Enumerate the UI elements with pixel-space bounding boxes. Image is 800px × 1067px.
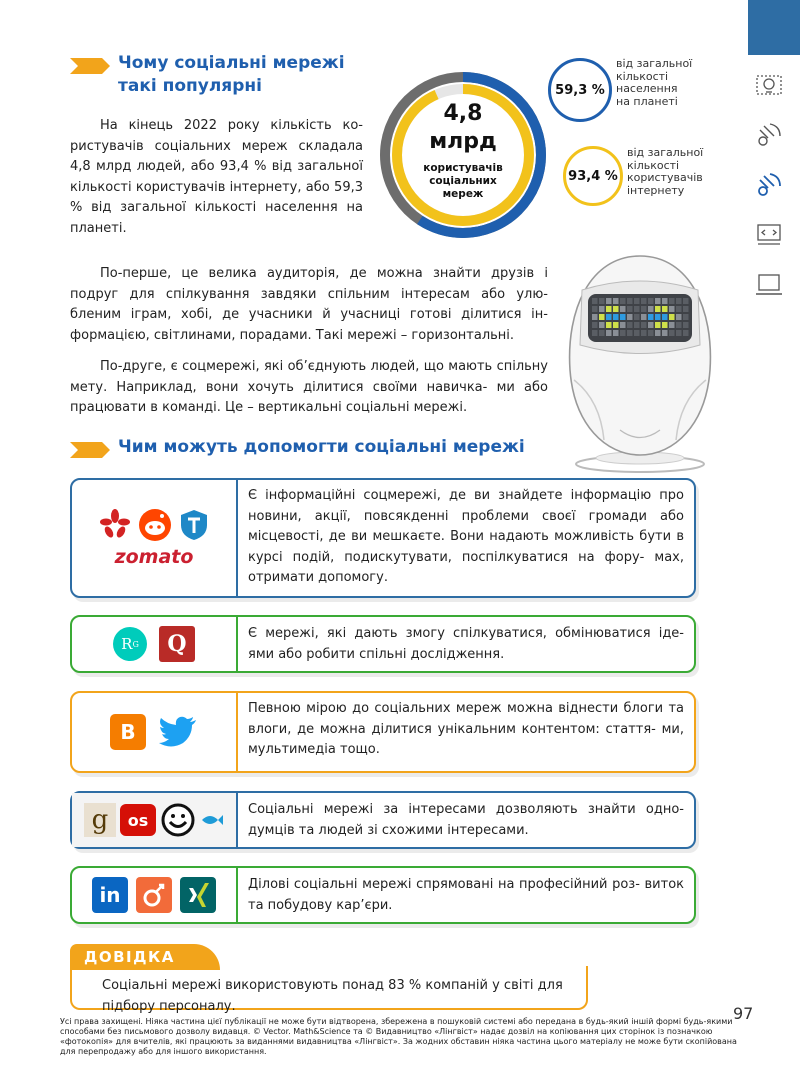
goodreads-icon: g [84, 803, 116, 837]
arrow-flag-icon [70, 58, 110, 74]
lastfm-icon: os [120, 804, 156, 836]
robot-illustration [560, 250, 720, 475]
card-logos [72, 617, 238, 671]
section-title-line1: Чому соціальні мережі [118, 53, 345, 73]
card-logos [72, 480, 238, 596]
fish-icon [200, 810, 224, 830]
card-text-business: Ділові соціальні мережі спрямовані на професійний роз- виток та побудову кар’єри. [248, 877, 684, 913]
ring-caption-line2: соціальних [429, 175, 497, 187]
ring-caption-line3: мереж [442, 188, 484, 200]
card-text-information: Є інформаційні соцмережі, де ви знайдете інформацію про новини, акції, повсякденні проблеми своєї громади або місцевості, де ви мешкаєте. Вони надають можливість бути в курсі подій, подискутувати, поспілкуватися на фору- мах, отримати допомогу. [248, 488, 684, 586]
stat-internet-circle: 93,4 % [563, 146, 623, 206]
card-logos [72, 868, 238, 922]
lightbulb-icon [754, 70, 784, 100]
shield-app-icon [178, 508, 210, 542]
section-title-line2: такі популярні [118, 76, 262, 96]
card-research-networks [70, 615, 696, 673]
laptop-icon [754, 270, 784, 300]
copyright-footer: Усі права захищені. Ніяка частина цієї публікації не може бути відтворена, збережена в пошуковій системі або передана в будь-який іншій формі будь-якими способами без письмового дозволу видавця. © Vector. Math&Science та © Видавництво «Лінгвіст» надає дозвіл на копіювання цих сторінок із позначкою «фотокопія» для вчителів, які працюють за виданнями видавництва «Лінгвіст». За жодних обставин ніяка частина цього матеріалу не може бути скопійована для перепродажу або для іншого використання. [60, 1017, 737, 1056]
card-logos [72, 793, 238, 847]
intro-paragraph: На кінець 2022 року кількість ко- ристувачів соціальних мереж складала 4,8 млрд людей, або 93,4 % від загальної кількості користувачів інтернету, або 59,3 % від загальної кількості населення на планеті. [70, 118, 363, 236]
reference-label: ДОВІДКА [70, 944, 220, 970]
reddit-icon [138, 508, 172, 542]
stat-internet-note: від загальної кількості користувачів інтернету [627, 146, 704, 197]
card-text-research: Є мережі, які дають змогу спілкуватися, обмінюватися іде- ями або робити спільні дослідження. [248, 626, 684, 662]
section-heading-help [70, 436, 525, 459]
chapter-tab [748, 0, 800, 55]
card-blogs [70, 691, 696, 773]
page-number: 97 [733, 1004, 754, 1023]
card-text-interests: Соціальні мережі за інтересами дозволяють знайти одно- думців та людей зі схожими інтересами. [248, 802, 684, 838]
card-business-networks [70, 866, 696, 924]
arrow-flag-icon [70, 442, 110, 458]
reference-text: Соціальні мережі використовують понад 83 % компаній у світі для підбору персоналу. [102, 978, 563, 1014]
twitter-icon [158, 715, 198, 749]
stat-population-circle: 59,3 % [548, 58, 612, 122]
code-screen-icon [754, 220, 784, 250]
xing-icon [180, 877, 216, 913]
card-information-networks [70, 478, 696, 598]
ring-caption-line1: користувачів [423, 162, 503, 174]
section-heading-popular [70, 52, 345, 98]
paragraph-horizontal: По-перше, це велика аудиторія, де можна знайти друзів і подруг для спілкування завдяки спільним інтересам або улю- бленим іграм, хобі, де учасники й учасниці готові ділитися ін- формацією, світлинами, порадами. Такі мережі – горизонтальні. [70, 266, 548, 343]
satellite-icon [754, 120, 784, 150]
section-title-help: Чим можуть допомогти соціальні мережі [118, 437, 525, 457]
card-interest-networks [70, 791, 696, 849]
satellite-active-icon [754, 170, 784, 200]
smiley-icon [160, 802, 196, 838]
linkedin-icon: in [92, 877, 128, 913]
paragraph-vertical: По-друге, є соцмережі, які об’єднують людей, що мають спільну мету. Наприклад, вони хочуть ділитися своїми навичка- ми або працювати в команді. Це – вертикальні соціальні мережі. [70, 359, 548, 416]
moikrug-icon [136, 877, 172, 913]
ring-value-line2: млрд [429, 129, 497, 154]
zomato-logo: zomato [114, 546, 194, 568]
users-ring-chart [378, 70, 548, 240]
quora-icon: Q [159, 626, 195, 662]
card-text-blogs: Певною мірою до соціальних мереж можна віднести блоги та влоги, де можна ділитися унікальним контентом: стаття- ми, мультимедіа тощо. [248, 701, 684, 758]
card-logos [72, 693, 238, 771]
stat-population-note: від загальної кількості населення на планеті [616, 57, 693, 108]
yelp-icon [98, 508, 132, 542]
blogger-icon: B [110, 714, 146, 750]
researchgate-icon: R G [113, 627, 147, 661]
ring-value-line1: 4,8 [443, 101, 483, 126]
